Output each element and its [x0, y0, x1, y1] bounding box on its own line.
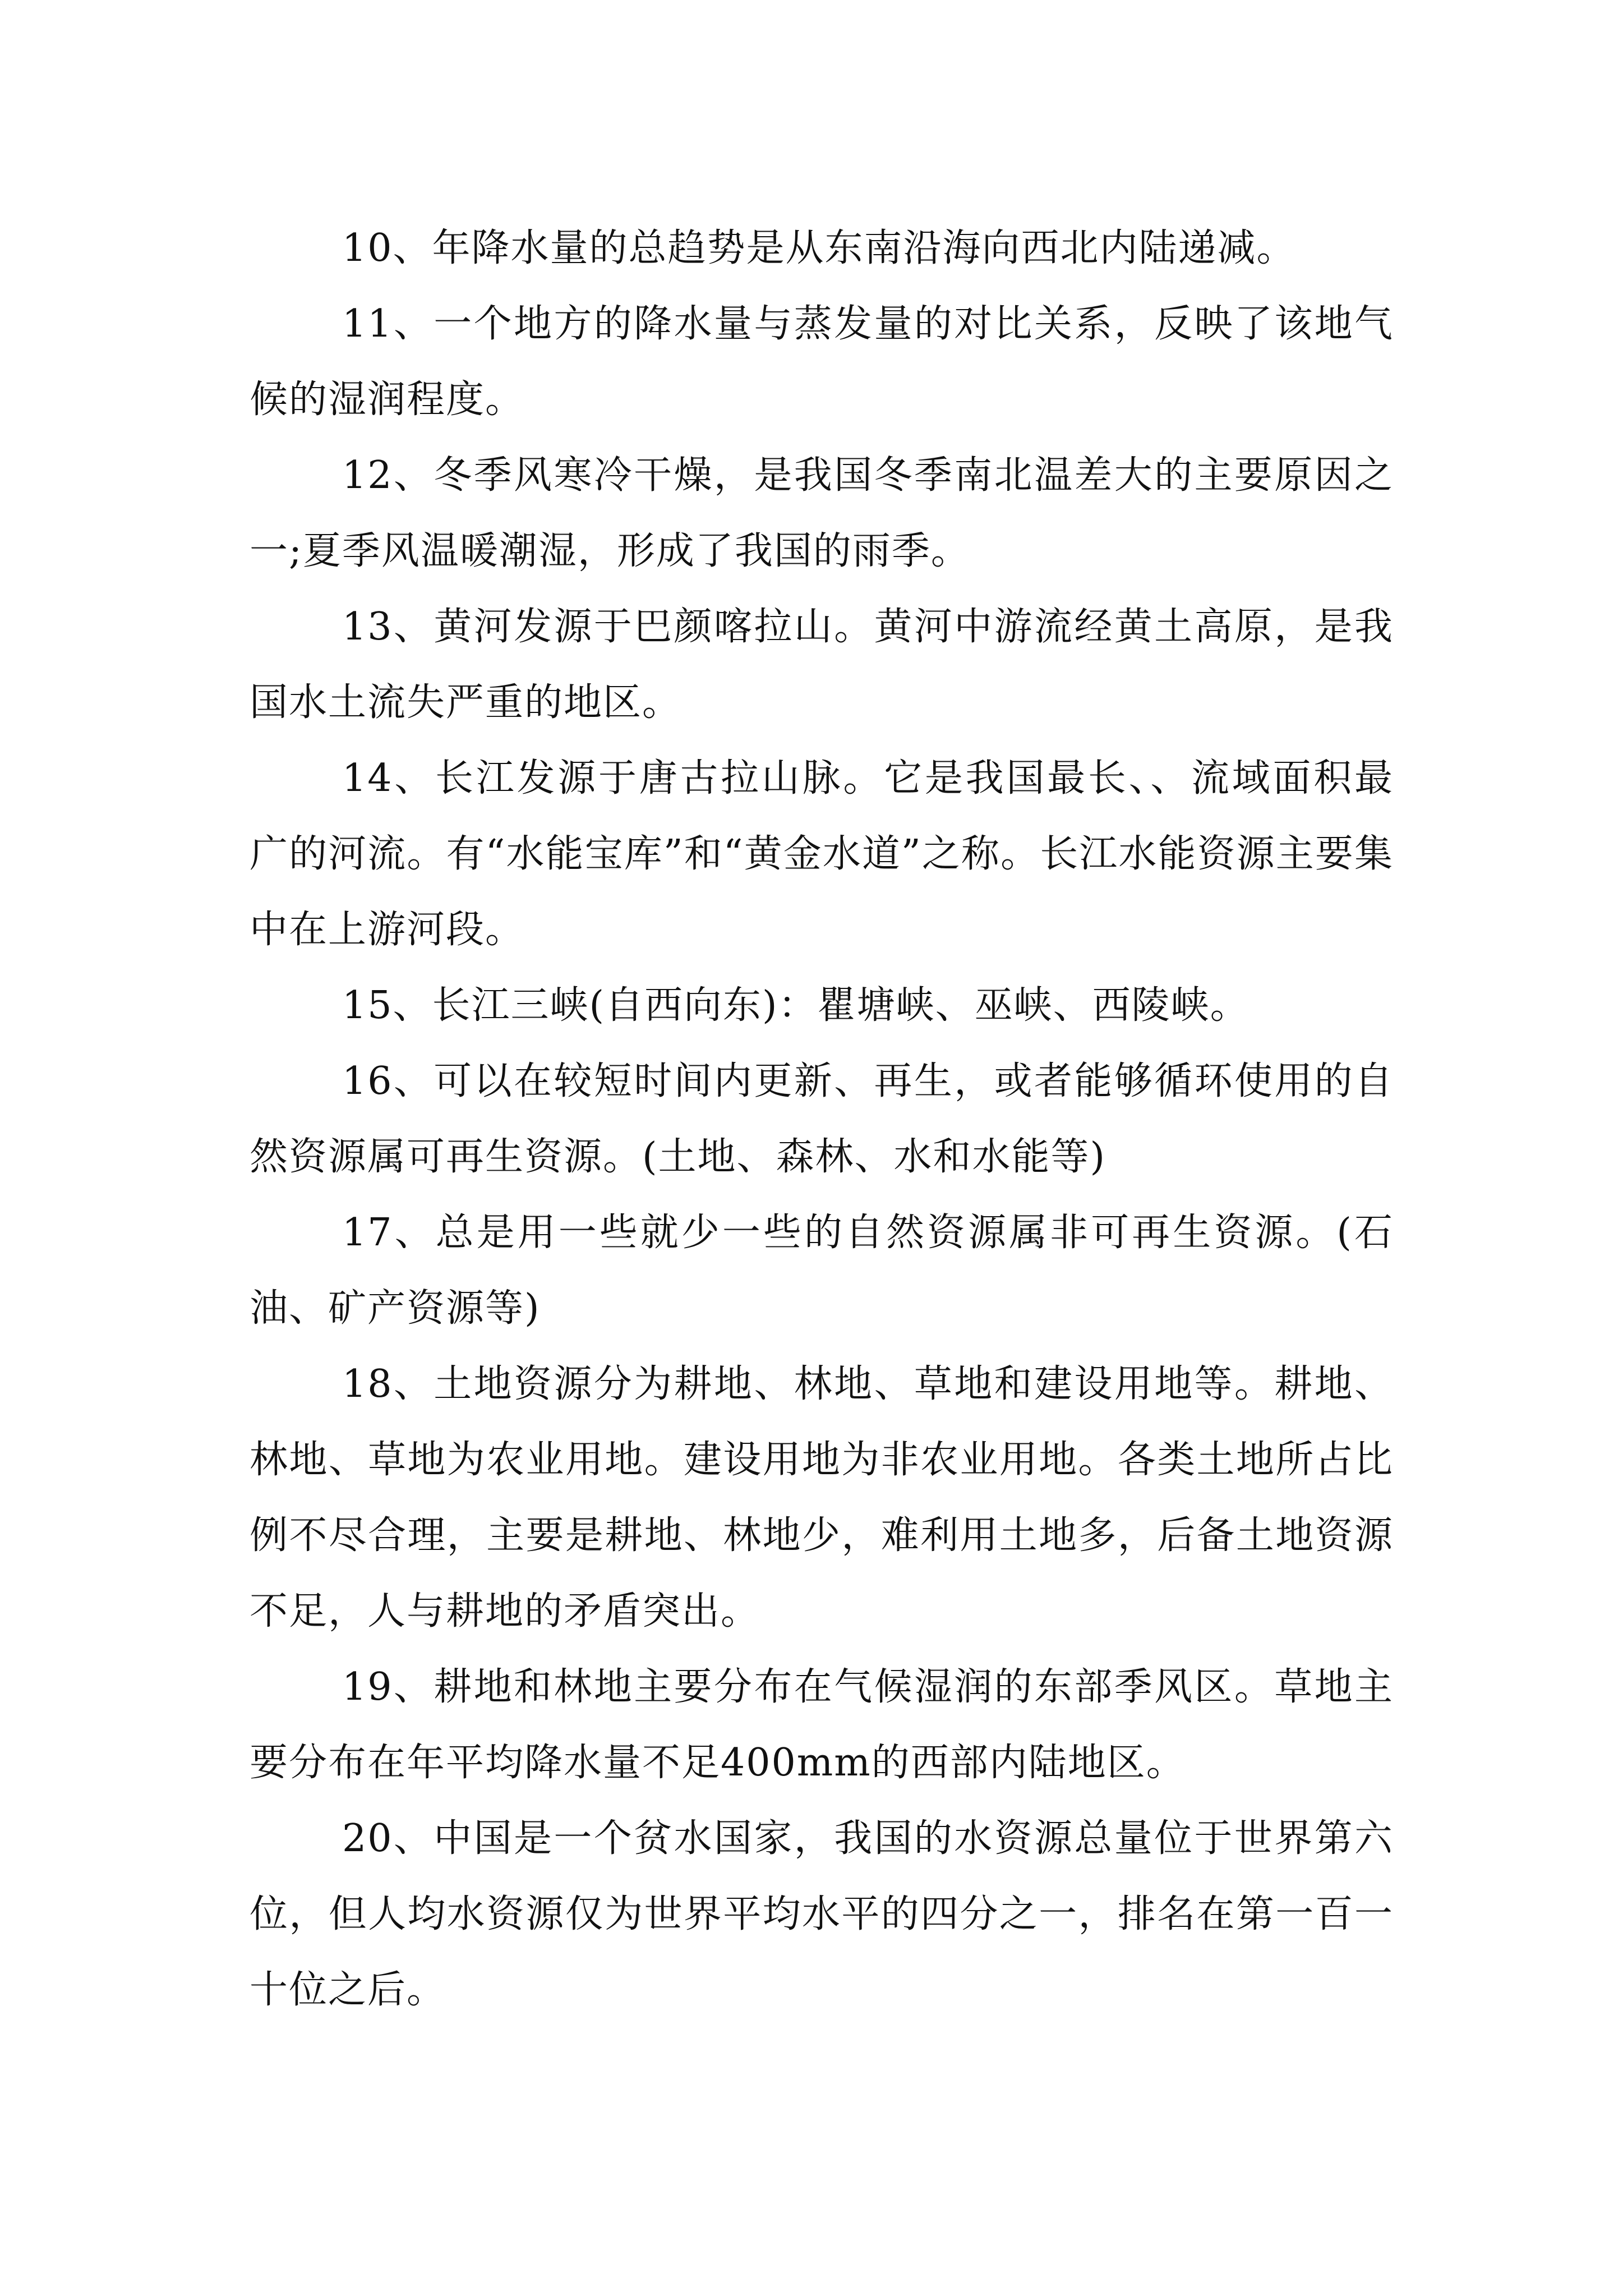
paragraph-13: 13、黄河发源于巴颜喀拉山。黄河中游流经黄土高原，是我国水土流失严重的地区。 [250, 605, 1394, 725]
document-page [250, 210, 1394, 2028]
paragraph-16: 16、可以在较短时间内更新、再生，或者能够循环使用的自然资源属可再生资源。(土地、森林、水和水能等) [250, 1059, 1394, 1179]
paragraph-17: 17、总是用一些就少一些的自然资源属非可再生资源。(石油、矿产资源等) [250, 1211, 1394, 1331]
paragraph-20: 20、中国是一个贫水国家，我国的水资源总量位于世界第六位，但人均水资源仅为世界平均水平的四分之一，排名在第一百一十位之后。 [250, 1816, 1394, 2012]
paragraph-12: 12、冬季风寒冷干燥，是我国冬季南北温差大的主要原因之一;夏季风温暖潮湿，形成了我国的雨季。 [250, 453, 1394, 573]
paragraph-14: 14、长江发源于唐古拉山脉。它是我国最长、、流域面积最广的河流。有“水能宝库”和“黄金水道”之称。长江水能资源主要集中在上游河段。 [250, 756, 1394, 952]
paragraph-15: 15、长江三峡(自西向东)：瞿塘峡、巫峡、西陵峡。 [342, 983, 1249, 1028]
paragraph-18: 18、土地资源分为耕地、林地、草地和建设用地等。耕地、林地、草地为农业用地。建设用地为非农业用地。各类土地所占比例不尽合理，主要是耕地、林地少，难利用土地多，后备土地资源不足，人与耕地的矛盾突出。 [250, 1362, 1394, 1634]
paragraph-11: 11、一个地方的降水量与蒸发量的对比关系，反映了该地气候的湿润程度。 [250, 302, 1394, 422]
paragraph-10: 10、年降水量的总趋势是从东南沿海向西北内陆递减。 [342, 226, 1296, 270]
paragraph-19: 19、耕地和林地主要分布在气候湿润的东部季风区。草地主要分布在年平均降水量不足400mm的西部内陆地区。 [250, 1665, 1394, 1785]
